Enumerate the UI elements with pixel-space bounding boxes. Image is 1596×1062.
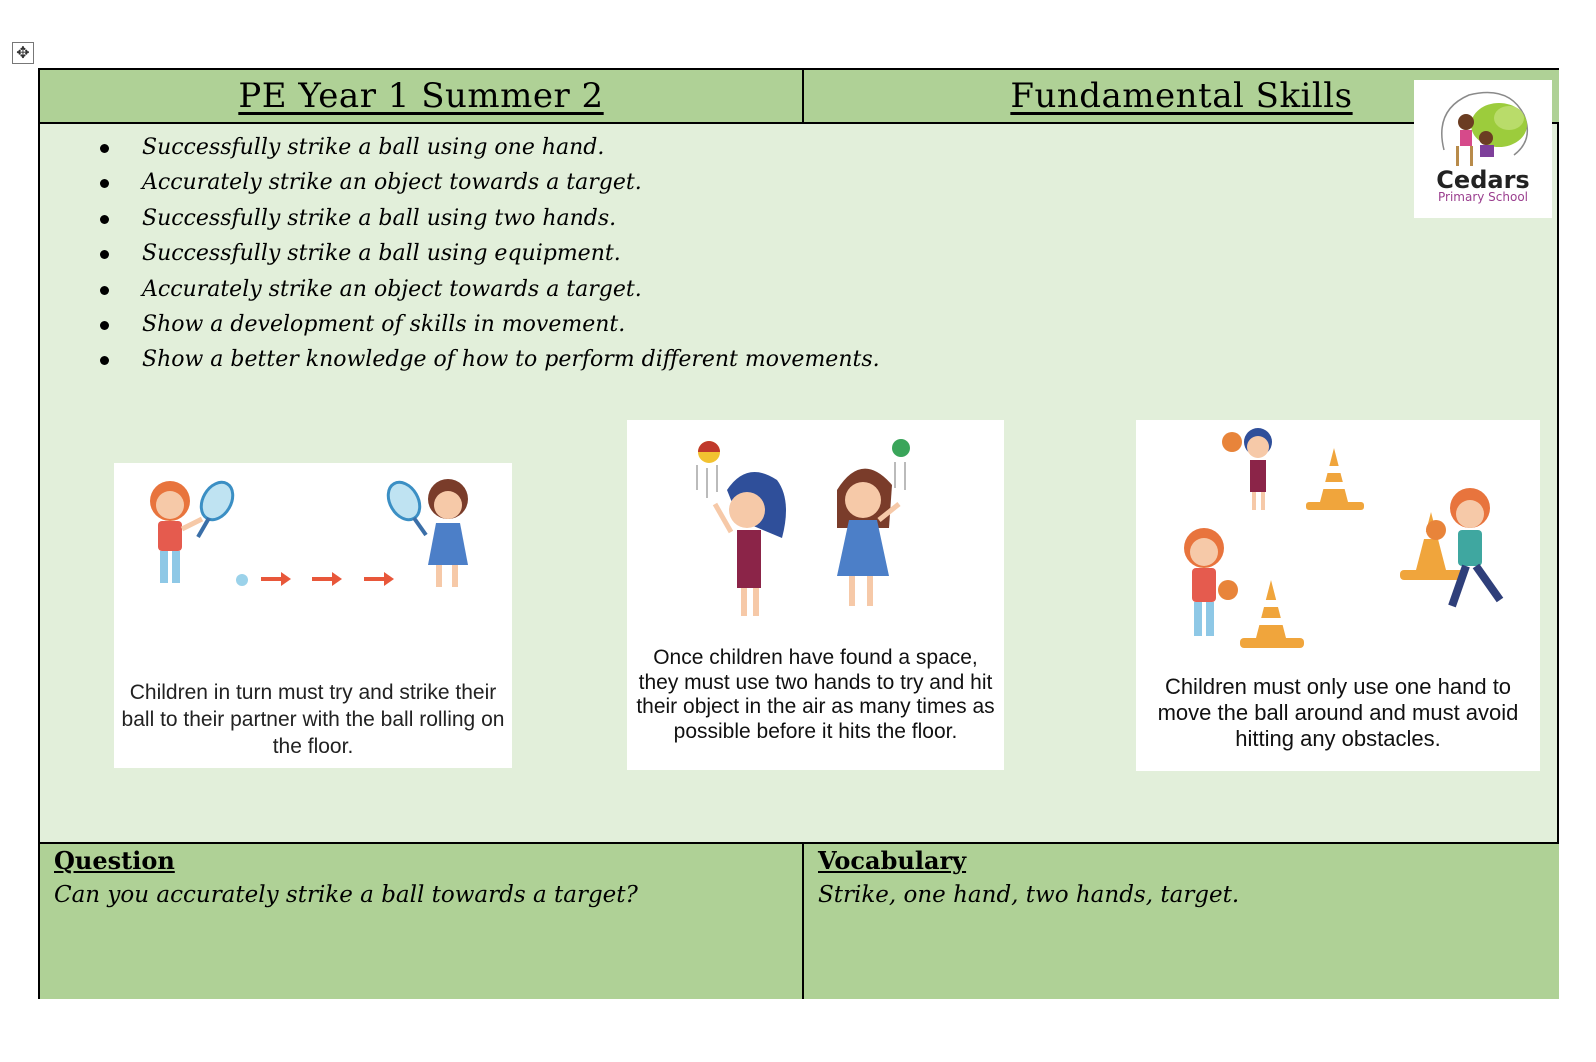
objective-item: Show a development of skills in movement.	[142, 307, 880, 342]
page-title: PE Year 1 Summer 2	[238, 76, 604, 116]
objective-item: Show a better knowledge of how to perform different movements.	[142, 342, 880, 377]
activity-caption: Children must only use one hand to move the ball around and must avoid hitting any obstacles.	[1157, 674, 1519, 751]
topic-title: Fundamental Skills	[1010, 76, 1353, 116]
activity-card-dribble-obstacles	[1136, 420, 1540, 771]
logo-subtitle: Primary School	[1437, 190, 1529, 204]
objective-item: Successfully strike a ball using equipment.	[142, 236, 880, 271]
objective-item: Accurately strike an object towards a target.	[142, 165, 880, 200]
logo-name: Cedars	[1436, 166, 1530, 194]
activity-card-two-hands-strike	[627, 420, 1004, 770]
logo-graphic	[1414, 80, 1552, 170]
objective-item: Successfully strike a ball using two hands.	[142, 201, 880, 236]
vocabulary-cell	[804, 842, 1559, 999]
activity-card-one-hand-strike	[114, 463, 512, 768]
vocabulary-text: Strike, one hand, two hands, target.	[818, 882, 1240, 908]
header-left-cell	[40, 70, 804, 124]
objectives-list	[96, 130, 880, 378]
lesson-sheet	[38, 68, 1559, 999]
question-text: Can you accurately strike a ball towards a target?	[54, 882, 638, 908]
objective-item: Successfully strike a ball using one hand.	[142, 130, 880, 165]
vocabulary-heading: Vocabulary	[818, 846, 967, 875]
arrow-icons	[261, 572, 394, 586]
two-hands-illustration	[627, 420, 1004, 640]
strike-partner-illustration	[114, 463, 512, 623]
objective-item: Accurately strike an object towards a target.	[142, 272, 880, 307]
table-move-handle-icon[interactable]: ✥	[12, 42, 34, 64]
activity-caption: Once children have found a space, they must use two hands to try and hit their object in the air as many times as possible before it hits the floor.	[636, 646, 995, 743]
question-cell	[40, 842, 804, 999]
dribble-obstacles-illustration	[1136, 420, 1540, 660]
question-heading: Question	[54, 846, 175, 875]
activity-caption: Children in turn must try and strike their ball to their partner with the ball rolling on the floor.	[121, 681, 505, 758]
school-logo	[1414, 80, 1552, 218]
